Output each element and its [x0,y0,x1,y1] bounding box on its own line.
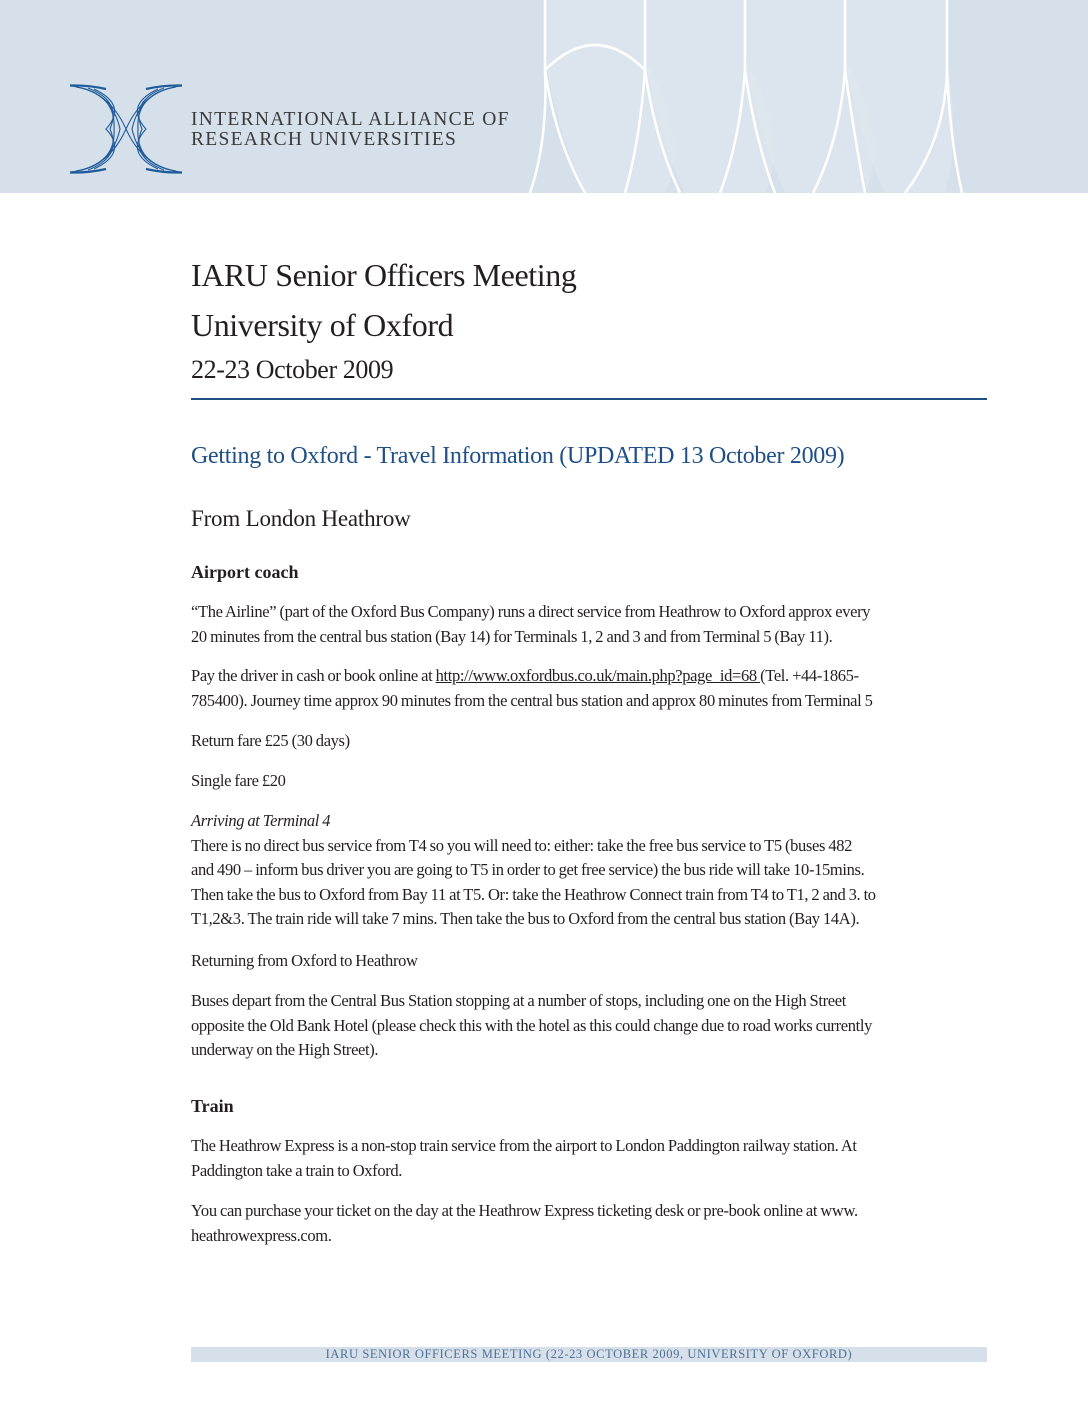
text-line: 20 minutes from the central bus station (Bay 14) for Terminals 1, 2 and 3 and from Terminal 5 (Bay 11). [191,626,833,646]
text-line: Buses depart from the Central Bus Station stopping at a number of stops, including one on the High Street [191,991,846,1010]
header-band [0,0,1088,193]
org-name-line1: INTERNATIONAL ALLIANCE OF [191,109,510,130]
section-heading: Getting to Oxford - Travel Information (UPDATED 13 October 2009) [191,443,845,469]
text-line: 785400). Journey time approx 90 minutes from the central bus station and approx 80 minutes from Terminal 5 [191,690,873,710]
title-divider [191,398,987,400]
text-line: Return fare £25 (30 days) [191,731,350,750]
terminal-4-heading: Arriving at Terminal 4 [191,811,331,830]
paragraph-booking [191,664,991,713]
subheading-heathrow: From London Heathrow [191,506,411,531]
text-line: heathrowexpress.com. [191,1225,332,1245]
meeting-title: IARU Senior Officers Meeting [191,257,577,293]
text-line [191,664,991,689]
paragraph-heathrow-express [191,1134,991,1183]
text-line: “The Airline” (part of the Oxford Bus Company) runs a direct service from Heathrow to Oxford approx every [191,602,871,621]
meeting-venue: University of Oxford [191,307,454,343]
heading-train: Train [191,1096,234,1116]
page-footer: IARU SENIOR OFFICERS MEETING (22-23 OCTOBER 2009, UNIVERSITY OF OXFORD) [191,1347,987,1362]
text-line: T1,2&3. The train ride will take 7 mins. Then take the bus to Oxford from the central bus station (Bay 14A). [191,909,860,928]
heading-airport-coach: Airport coach [191,562,299,582]
single-fare [191,769,991,794]
org-name-line2: RESEARCH UNIVERSITIES [191,129,458,150]
meeting-dates: 22-23 October 2009 [191,355,394,384]
text-line: and 490 – inform bus driver you are going to T5 in order to get free service) the bus ride will take 10-15mins. [191,860,865,879]
text-line: Paddington take a train to Oxford. [191,1160,403,1180]
returning-heading [191,949,991,974]
return-fare [191,729,991,754]
text-line: Then take the bus to Oxford from Bay 11 at T5. Or: take the Heathrow Connect train from T4 to T1, 2 and 3. to [191,884,876,904]
paragraph-airline-service [191,600,991,649]
paragraph-terminal-4 [191,809,991,932]
text-line: There is no direct bus service from T4 so you will need to: either: take the free bus service to T5 (buses 482 [191,835,853,855]
paragraph-returning [191,989,991,1063]
booking-suffix: (Tel. +44-1865- [760,666,859,685]
text-line: underway on the High Street). [191,1040,379,1059]
iaru-logo-icon [68,83,184,175]
text-line: The Heathrow Express is a non-stop train service from the airport to London Paddington railway station. At [191,1136,857,1155]
text-line: You can purchase your ticket on the day at the Heathrow Express ticketing desk or pre-book online at www. [191,1201,858,1220]
booking-prefix: Pay the driver in cash or book online at [191,666,436,685]
oxfordbus-link[interactable]: http://www.oxfordbus.co.uk/main.php?page_id=68 [435,666,761,685]
paragraph-ticket-purchase [191,1199,991,1248]
organization-name [191,110,510,150]
text-line: opposite the Old Bank Hotel (please check this with the hotel as this could change due to road works currently [191,1015,873,1035]
text-line: Single fare £20 [191,771,286,790]
text-line: Returning from Oxford to Heathrow [191,951,418,970]
